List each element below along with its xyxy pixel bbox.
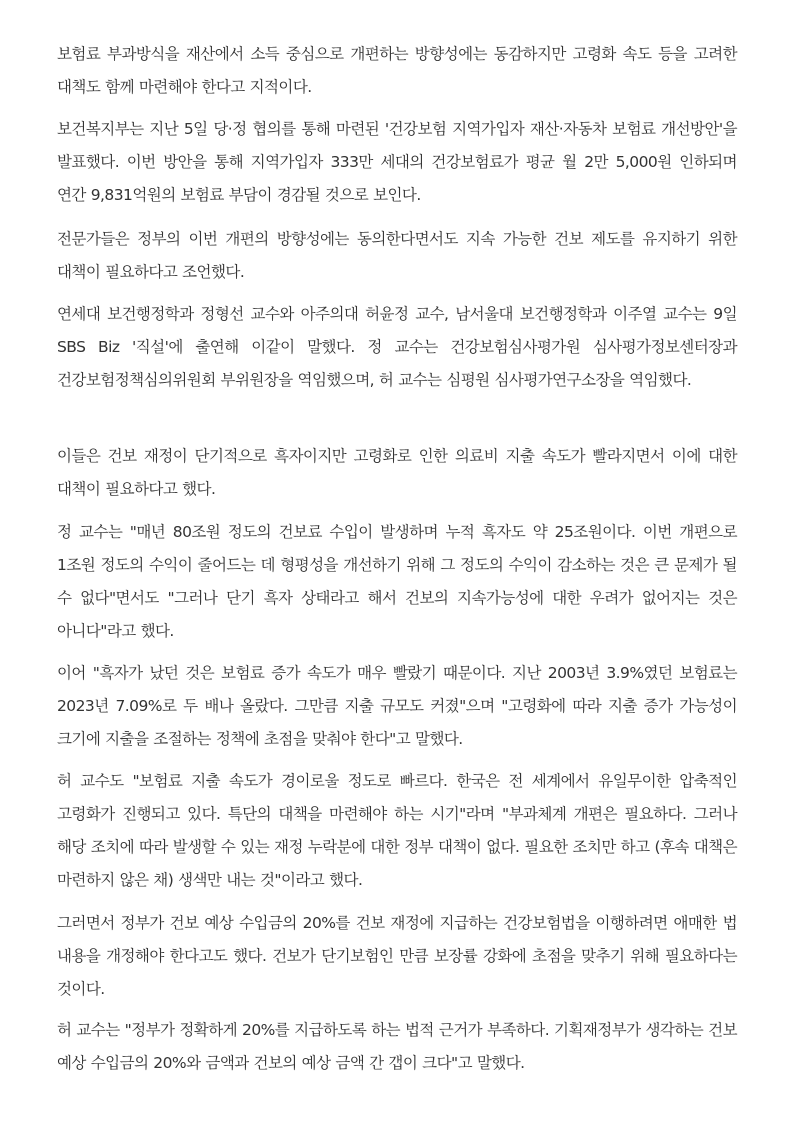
article-paragraph: 연세대 보건행정학과 정형선 교수와 아주의대 허윤정 교수, 남서울대 보건행정학과 이주열 교수는 9일 SBS Biz '직설'에 출연해 이같이 말했다. 정 교수는 건강보험심사평가원 심사평가정보센터장과 건강보험정책심의위원회 부위원장을 역임했으며, 허 교수는 심평원 심사평가연구소장을 역임했다.: [57, 305, 737, 389]
article-paragraph: 보험료 부과방식을 재산에서 소득 중심으로 개편하는 방향성에는 동감하지만 고령화 속도 등을 고려한 대책도 함께 마련해야 한다고 지적이다.: [57, 45, 737, 96]
article-paragraph: 전문가들은 정부의 이번 개편의 방향성에는 동의한다면서도 지속 가능한 건보 제도를 유지하기 위한 대책이 필요하다고 조언했다.: [57, 230, 737, 281]
article-paragraph: 허 교수는 "정부가 정확하게 20%를 지급하도록 하는 법적 근거가 부족하다. 기획재정부가 생각하는 건보 예상 수입금의 20%와 금액과 건보의 예상 금액 간 갭이 크다"고 말했다.: [57, 1021, 737, 1072]
article-paragraph: 이어 "흑자가 났던 것은 보험료 증가 속도가 매우 빨랐기 때문이다. 지난 2003년 3.9%였던 보험료는 2023년 7.09%로 두 배나 올랐다. 그만큼 지출 규모도 커졌"으며 "고령화에 따라 지출 증가 가능성이 크기에 지출을 조절하는 정책에 초점을 맞춰야 한다"고 말했다.: [57, 664, 737, 748]
article-paragraph: 이들은 건보 재정이 단기적으로 흑자이지만 고령화로 인한 의료비 지출 속도가 빨라지면서 이에 대한 대책이 필요하다고 했다.: [57, 447, 737, 498]
article-paragraph: 그러면서 정부가 건보 예상 수입금의 20%를 건보 재정에 지급하는 건강보험법을 이행하려면 애매한 법 내용을 개정해야 한다고도 했다. 건보가 단기보험인 만큼 보장률 강화에 초점을 맞추기 위해 필요하다는 것이다.: [57, 914, 737, 998]
article-paragraph: 정 교수는 "매년 80조원 정도의 건보료 수입이 발생하며 누적 흑자도 약 25조원이다. 이번 개편으로 1조원 정도의 수익이 줄어드는 데 형평성을 개선하기 위해 그 정도의 수익이 감소하는 것은 큰 문제가 될 수 없다"면서도 "그러나 단기 흑자 상태라고 해서 건보의 지속가능성에 대한 우려가 없어지는 것은 아니다"라고 했다.: [57, 523, 737, 640]
article-paragraph: 허 교수도 "보험료 지출 속도가 경이로울 정도로 빠르다. 한국은 전 세계에서 유일무이한 압축적인 고령화가 진행되고 있다. 특단의 대책을 마련해야 하는 시기"라며 "부과체계 개편은 필요하다. 그러나 해당 조치에 따라 발생할 수 있는 재정 누락분에 대한 정부 대책이 없다. 필요한 조치만 하고 (후속 대책은 마련하지 않은 채) 생색만 내는 것"이라고 했다.: [57, 772, 737, 889]
article-paragraph: 보건복지부는 지난 5일 당·정 협의를 통해 마련된 '건강보험 지역가입자 재산·자동차 보험료 개선방안'을 발표했다. 이번 방안을 통해 지역가입자 333만 세대의 건강보험료가 평균 월 2만 5,000원 인하되며 연간 9,831억원의 보험료 부담이 경감될 것으로 보인다.: [57, 120, 737, 204]
